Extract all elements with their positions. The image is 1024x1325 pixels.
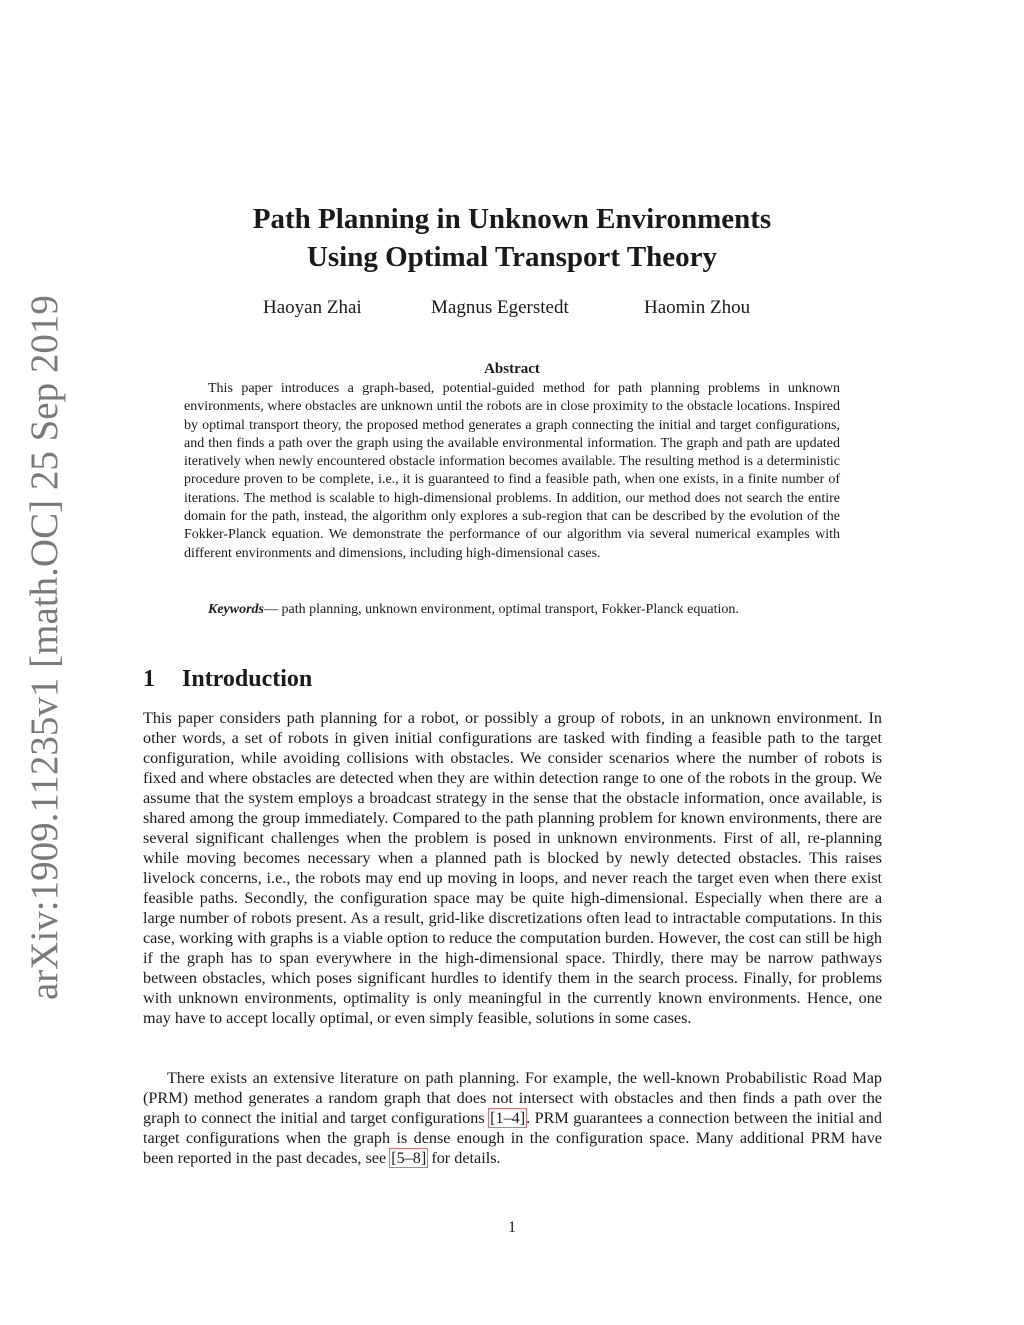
paper-title-line-2: Using Optimal Transport Theory — [306, 241, 718, 273]
citation-link-5-8[interactable]: [5–8] — [391, 1149, 427, 1167]
paragraph-2-text-part-3: for details. — [427, 1149, 501, 1167]
page-number: 1 — [508, 1219, 516, 1236]
intro-paragraph-1: This paper considers path planning for a robot, or possibly a group of robots, in an unknown environment. In other words, a set of robots in given initial configurations are tasked with finding a feasible path to the target configuration, while avoiding collisions with obstacles. We consider scenarios where the number of robots is fixed and where obstacles are detected when they are within detection range to one of the robots in the group. We assume that the system employs a broadcast strategy in the sense that the obstacle information, once available, is shared among the group immediately. Compared to the path planning problem for known environments, there are several significant challenges when the problem is posed in unknown environments. First of all, re-planning while moving becomes necessary when a planned path is blocked by newly detected obstacles. This raises livelock concerns, i.e., the robots may end up moving in loops, and never reach the target even when there exist feasible paths. Secondly, the configuration space may be quite high-dimensional. Especially when there are a large number of robots present. As a result, grid-like discretizations often lead to intractable computations. In this case, working with graphs is a viable option to reduce the computation burden. However, the cost can still be high if the graph has to span everywhere in the high-dimensional space. Thirdly, there may be narrow pathways between obstacles, which poses significant hurdles to identify them in the search process. Finally, for problems with unknown environments, optimality is only meaningful in the currently known environments. Hence, one may have to accept locally optimal, or even simply feasible, solutions in some cases. — [143, 709, 882, 1027]
author-name: Haoyan Zhai — [263, 297, 362, 318]
paragraph-2-text-part-1: There exists an extensive literature on path planning. For example, the well-known Probabilistic Road Map (PRM) method generates a random graph that does not intersect with obstacles and then finds a path over the graph to connect the initial and target configurations — [143, 1069, 882, 1127]
abstract-text: This paper introduces a graph-based, potential-guided method for path planning problems in unknown environments, where obstacles are unknown until the robots are in close proximity to the obstacle locations. Inspired by optimal transport theory, the proposed method generates a graph connecting the initial and target configurations, and then finds a path over the graph using the available environmental information. The graph and path are updated iteratively when newly encountered obstacle information becomes available. The resulting method is a deterministic procedure proven to be complete, i.e., it is guaranteed to find a feasible path, when one exists, in a finite number of iterations. The method is scalable to high-dimensional problems. In addition, our method does not search the entire domain for the path, instead, the algorithm only explores a sub-region that can be described by the evolution of the Fokker-Planck equation. We demonstrate the performance of our algorithm via several numerical examples with different environments and dimensions, including high-dimensional cases. — [184, 381, 840, 561]
section-number: 1 — [143, 666, 155, 692]
author-list — [0, 296, 1024, 320]
section-heading-introduction — [143, 664, 312, 694]
keywords-separator: — — [264, 602, 282, 617]
section-title: Introduction — [182, 666, 313, 692]
abstract-heading: Abstract — [484, 361, 540, 377]
keywords-line — [184, 601, 840, 619]
arxiv-identifier-stamp: arXiv:1909.11235v1 [math.OC] 25 Sep 2019 — [23, 295, 66, 1000]
author-name: Haomin Zhou — [644, 297, 751, 318]
citation-link-1-4[interactable]: [1–4] — [490, 1109, 526, 1127]
paragraph-2-text-part-2: . PRM guarantees a connection between the initial and target configurations when the graph is dense enough in the configuration space. Many additional PRM have been reported in the past decades, see — [143, 1109, 882, 1167]
paper-title-line-1: Path Planning in Unknown Environments — [252, 203, 772, 235]
paper-title — [0, 200, 1024, 276]
intro-paragraph-2 — [143, 1068, 882, 1168]
keywords-label: Keywords — [208, 602, 264, 617]
keywords-text: path planning, unknown environment, optimal transport, Fokker-Planck equation. — [281, 602, 739, 617]
author-name: Magnus Egerstedt — [431, 297, 569, 318]
